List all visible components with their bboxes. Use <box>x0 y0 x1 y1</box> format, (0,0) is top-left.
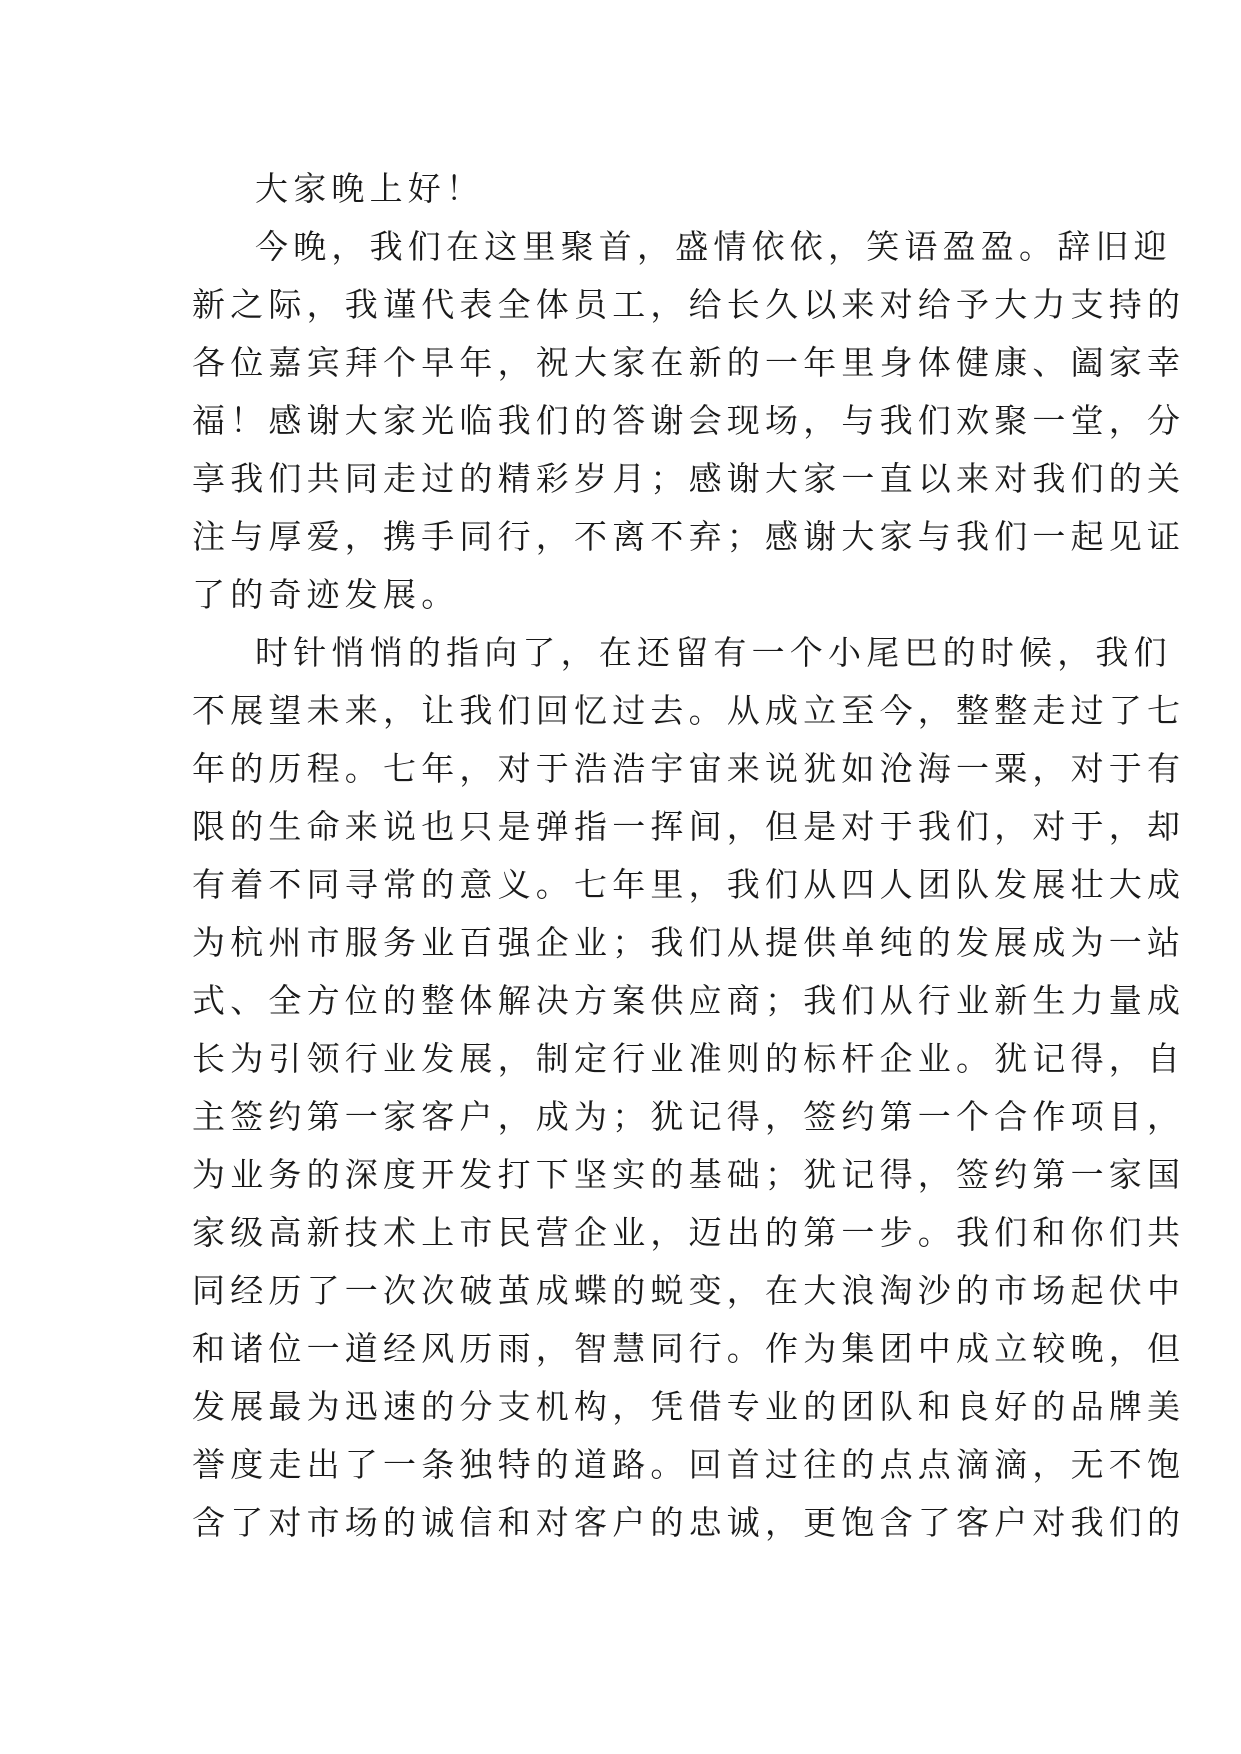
paragraph-2-line-1: 时针悄悄的指向了，在还留有一个小尾巴的时候，我们 <box>255 633 1172 672</box>
paragraph-1-line-1: 今晚，我们在这里聚首，盛情依依，笑语盈盈。辞旧迎 <box>255 227 1172 266</box>
greeting-line: 大家晚上好！ <box>255 169 485 208</box>
paragraph-1-line-4: 福！感谢大家光临我们的答谢会现场，与我们欢聚一堂，分 <box>192 401 1186 440</box>
paragraph-1-line-3: 各位嘉宾拜个早年，祝大家在新的一年里身体健康、阖家幸 <box>192 343 1186 382</box>
paragraph-2-line-3: 年的历程。七年，对于浩浩宇宙来说犹如沧海一粟，对于有 <box>192 749 1186 788</box>
paragraph-2-line-12: 同经历了一次次破茧成蝶的蜕变，在大浪淘沙的市场起伏中 <box>192 1271 1186 1310</box>
paragraph-1-line-7: 了的奇迹发展。 <box>192 575 460 614</box>
paragraph-1-line-6: 注与厚爱，携手同行，不离不弃；感谢大家与我们一起见证 <box>192 517 1186 556</box>
paragraph-2-line-16: 含了对市场的诚信和对客户的忠诚，更饱含了客户对我们的 <box>192 1503 1186 1542</box>
paragraph-2-line-5: 有着不同寻常的意义。七年里，我们从四人团队发展壮大成 <box>192 865 1186 904</box>
paragraph-2-line-11: 家级高新技术上市民营企业，迈出的第一步。我们和你们共 <box>192 1213 1186 1252</box>
paragraph-2-line-9: 主签约第一家客户，成为；犹记得，签约第一个合作项目， <box>192 1097 1186 1136</box>
paragraph-2-line-4: 限的生命来说也只是弹指一挥间，但是对于我们，对于，却 <box>192 807 1186 846</box>
paragraph-2-line-10: 为业务的深度开发打下坚实的基础；犹记得，签约第一家国 <box>192 1155 1186 1194</box>
paragraph-2-line-13: 和诸位一道经风历雨，智慧同行。作为集团中成立较晚，但 <box>192 1329 1186 1368</box>
paragraph-2-line-7: 式、全方位的整体解决方案供应商；我们从行业新生力量成 <box>192 981 1186 1020</box>
paragraph-2-line-8: 长为引领行业发展，制定行业准则的标杆企业。犹记得，自 <box>192 1039 1186 1078</box>
paragraph-1-line-2: 新之际，我谨代表全体员工，给长久以来对给予大力支持的 <box>192 285 1186 324</box>
paragraph-2-line-6: 为杭州市服务业百强企业；我们从提供单纯的发展成为一站 <box>192 923 1186 962</box>
paragraph-2-line-2: 不展望未来，让我们回忆过去。从成立至今，整整走过了七 <box>192 691 1186 730</box>
paragraph-1-line-5: 享我们共同走过的精彩岁月；感谢大家一直以来对我们的关 <box>192 459 1186 498</box>
paragraph-2-line-15: 誉度走出了一条独特的道路。回首过往的点点滴滴，无不饱 <box>192 1445 1186 1484</box>
paragraph-2-line-14: 发展最为迅速的分支机构，凭借专业的团队和良好的品牌美 <box>192 1387 1186 1426</box>
